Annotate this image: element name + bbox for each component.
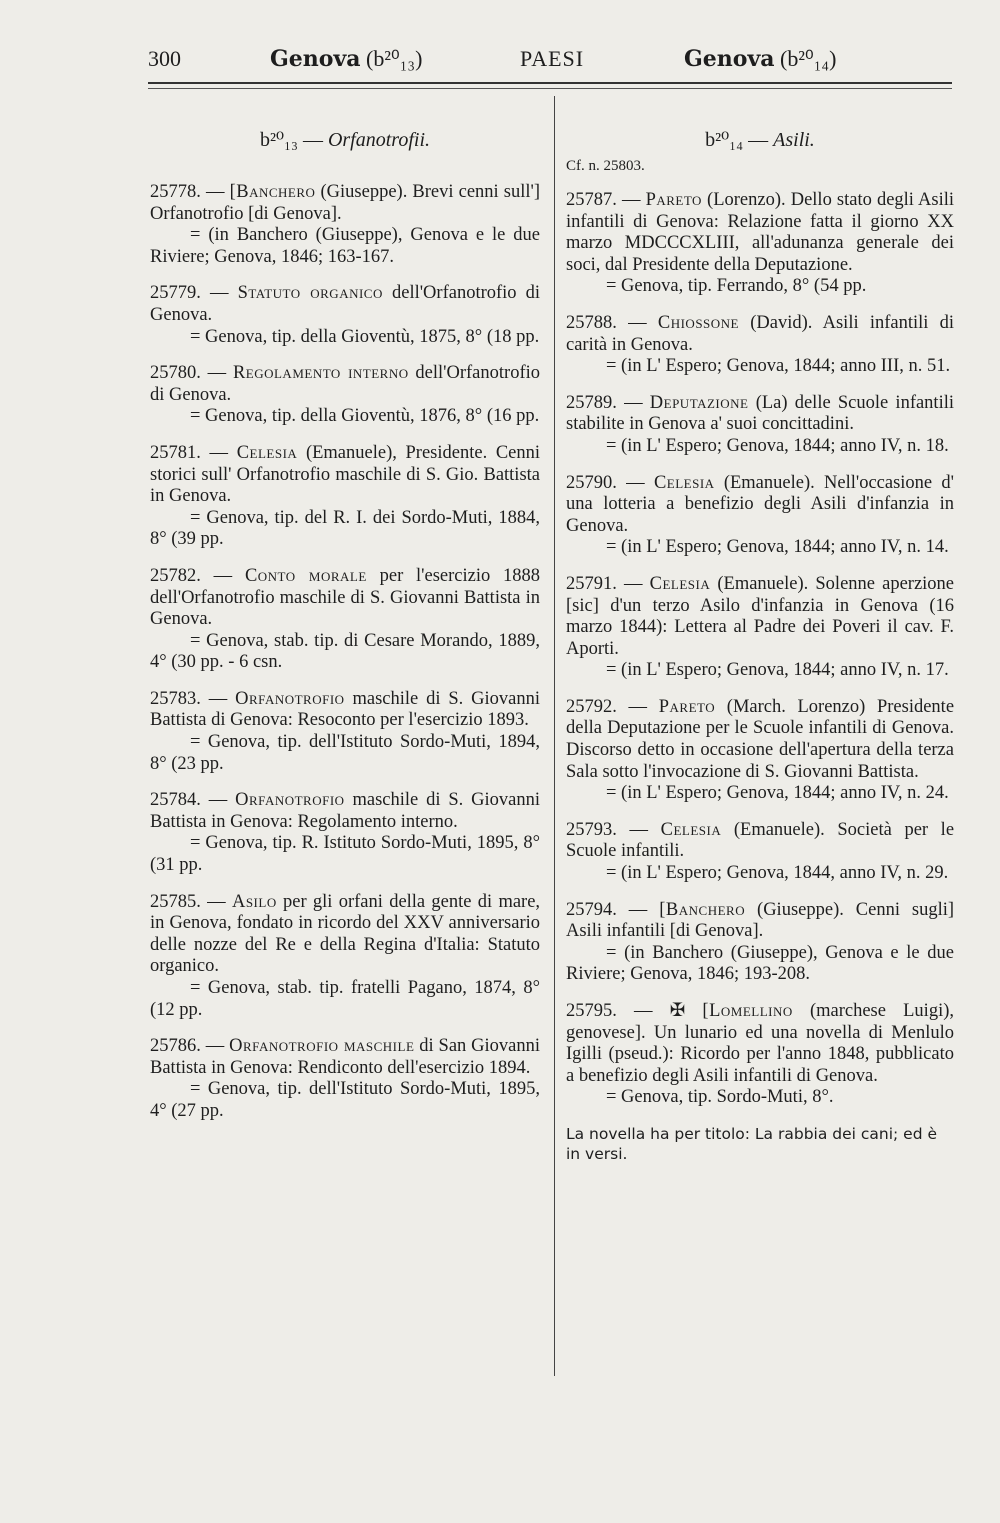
entry-publication: = Genova, tip. della Gioventù, 1875, 8° (18 pp. bbox=[190, 326, 540, 347]
right-running-sig: (b²⁰₁₄) bbox=[780, 46, 837, 71]
entry-number: 25794. — bbox=[566, 899, 648, 920]
entry-publication: = (in Banchero (Giuseppe), Genova e le due Riviere; Genova, 1846; 163-167. bbox=[150, 225, 540, 267]
bibliography-entry bbox=[566, 313, 954, 378]
entry-publication: = (in L' Espero; Genova, 1844; anno IV, n. 14. bbox=[606, 537, 949, 558]
entry-number: 25787. — bbox=[566, 190, 641, 210]
entry-author: Orfanotrofio bbox=[235, 790, 345, 811]
entry-author: [Banchero bbox=[659, 899, 746, 920]
bibliography-entry bbox=[566, 900, 954, 986]
entry-publication: = Genova, stab. tip. di Cesare Morando, 1889, 4° (30 pp. - 6 csn. bbox=[150, 630, 540, 673]
entry-title: (David). Asili infantili di carità in Genova. bbox=[566, 312, 955, 355]
entry-title: (Giuseppe). Cenni sugli] Asili infantili [di Genova]. bbox=[566, 899, 955, 942]
entry-publication: = Genova, tip. Ferrando, 8° (54 pp. bbox=[606, 276, 867, 297]
right-running-title-text: Genova bbox=[684, 46, 775, 72]
cross-reference: Cf. n. 25803. bbox=[566, 158, 645, 174]
entry-number: 25779. — bbox=[150, 283, 229, 304]
entry-title: (Emanuele). Società per le Scuole infantili. bbox=[566, 819, 955, 862]
entry-description bbox=[150, 790, 540, 833]
bibliography-entry bbox=[150, 182, 540, 268]
entry-title: dell'Orfanotrofio di Genova. bbox=[150, 363, 540, 405]
entry-publication: = (in L' Espero; Genova, 1844; anno IV, n. 18. bbox=[606, 435, 949, 456]
left-running-sig: (b²⁰₁₃) bbox=[366, 46, 423, 71]
entry-author: Celesia bbox=[236, 442, 298, 463]
right-running-title bbox=[684, 44, 836, 74]
entry-description bbox=[566, 473, 954, 538]
entry-number: 25791. — bbox=[566, 573, 643, 594]
entry-title: di San Giovanni Battista in Genova: Rendiconto dell'esercizio 1894. bbox=[150, 1036, 541, 1078]
bibliography-entry bbox=[566, 1001, 954, 1109]
entry-publication: = Genova, tip. R. Istituto Sordo-Muti, 1895, 8° (31 pp. bbox=[150, 833, 540, 876]
entry-description bbox=[566, 574, 954, 660]
entry-author: Pareto bbox=[645, 190, 702, 210]
entry-number: 25783. — bbox=[150, 688, 228, 709]
entry-publication: = (in Banchero (Giuseppe), Genova e le due Riviere; Genova, 1846; 193-208. bbox=[566, 942, 954, 985]
entry-author: [Lomellino bbox=[702, 1001, 793, 1021]
entry-description bbox=[566, 393, 954, 436]
entry-description bbox=[150, 566, 540, 631]
entry-description bbox=[150, 363, 540, 406]
entry-publication: = Genova, tip. Sordo-Muti, 8°. bbox=[606, 1087, 834, 1108]
section-sig: b²⁰₁₃ — bbox=[259, 129, 323, 151]
entry-description bbox=[150, 443, 540, 508]
entry-number: 25792. — bbox=[566, 696, 648, 717]
bibliography-entry bbox=[150, 1036, 540, 1122]
header-rule-thick bbox=[148, 82, 952, 84]
bibliography-entry bbox=[150, 689, 540, 775]
entry-author: Celesia bbox=[653, 472, 715, 493]
left-running-title-text: Genova bbox=[270, 46, 361, 72]
entry-publication: = Genova, tip. dell'Istituto Sordo-Muti, 1894, 8° (23 pp. bbox=[150, 732, 540, 774]
entry-title: dell'Orfanotrofio di Genova. bbox=[150, 283, 541, 325]
entry-author: Orfanotrofio bbox=[235, 688, 345, 709]
entry-publication: = (in L' Espero; Genova, 1844; anno III, n. 51. bbox=[606, 356, 951, 377]
bibliography-entry bbox=[150, 283, 540, 348]
left-entries-list bbox=[150, 182, 540, 1123]
entry-title: per gli orfani della gente di mare, in Genova, fondato in ricordo del XXV anniversario delle nozze del Re e della Regina d'Italia: Statuto organico. bbox=[150, 891, 541, 977]
entry-description bbox=[566, 697, 954, 783]
section-sig: b²⁰₁₄ — bbox=[705, 129, 769, 151]
bibliography-entry bbox=[150, 892, 540, 1022]
section-heading-orfanotrofii bbox=[150, 128, 540, 152]
entry-description bbox=[566, 313, 954, 356]
entry-publication: = (in L' Espero; Genova, 1844; anno IV, n. 24. bbox=[606, 783, 949, 804]
bibliography-entry bbox=[566, 697, 954, 805]
bibliography-entry bbox=[566, 820, 954, 885]
entry-author: Chiossone bbox=[657, 312, 739, 333]
entry-description bbox=[150, 1036, 540, 1079]
bibliography-entry bbox=[150, 566, 540, 674]
right-entries-list bbox=[566, 190, 954, 1109]
right-column bbox=[566, 128, 954, 1164]
entry-description bbox=[150, 892, 540, 978]
bibliography-entry bbox=[566, 393, 954, 458]
entry-title: maschile di S. Giovanni Battista di Genova: Resoconto per l'esercizio 1893. bbox=[150, 688, 541, 731]
entry-description bbox=[150, 182, 540, 225]
entry-author: Statuto organico bbox=[237, 283, 383, 304]
entry-number: 25782. — bbox=[150, 565, 233, 586]
entry-number: 25780. — bbox=[150, 363, 227, 384]
column-divider bbox=[554, 96, 555, 1376]
page-number: 300 bbox=[148, 46, 181, 71]
entry-author: Pareto bbox=[658, 696, 716, 717]
entry-description bbox=[566, 1001, 954, 1087]
entry-number: 25781. — bbox=[150, 442, 229, 463]
entry-author: Celesia bbox=[660, 819, 722, 840]
bibliography-entry bbox=[566, 190, 954, 298]
entry-number: 25795. — ✠ bbox=[566, 1001, 686, 1021]
entry-author: Conto morale bbox=[244, 565, 367, 586]
entry-publication: = Genova, tip. del R. I. dei Sordo-Muti, 1884, 8° (39 pp. bbox=[150, 507, 540, 550]
entry-title: (Emanuele), Presidente. Cenni storici sull' Orfanotrofio maschile di S. Gio. Battista in Genova. bbox=[150, 442, 541, 507]
entry-author: Orfanotrofio maschile bbox=[229, 1036, 415, 1057]
entry-number: 25788. — bbox=[566, 312, 647, 333]
entry-description bbox=[566, 900, 954, 943]
entry-description bbox=[150, 283, 540, 326]
section-heading-asili bbox=[566, 128, 954, 152]
entry-number: 25778. — bbox=[150, 182, 225, 202]
left-running-title bbox=[270, 44, 422, 74]
entry-publication: = Genova, tip. della Gioventù, 1876, 8° (16 pp. bbox=[190, 406, 540, 427]
entry-number: 25784. — bbox=[150, 790, 228, 811]
section-title: Asili. bbox=[773, 129, 815, 151]
entry-number: 25793. — bbox=[566, 819, 648, 840]
left-column bbox=[150, 128, 540, 1138]
entry-title: (La) delle Scuole infantili stabilite in Genova a' suoi concittadini. bbox=[566, 392, 954, 435]
bibliography-entry bbox=[566, 574, 954, 682]
footnote: La novella ha per titolo: La rabbia dei cani; ed è in versi. bbox=[566, 1124, 938, 1163]
entry-title: (marchese Luigi), genovese]. Un lunario ed una novella di Menlulo Igilli (pseud.): Ricordo per l'anno 1848, pubblicato a benefizio degli Asili infantili di Genova. bbox=[566, 1001, 955, 1086]
entry-description bbox=[566, 190, 954, 276]
entry-publication: = (in L' Espero; Genova, 1844, anno IV, n. 29. bbox=[606, 863, 949, 884]
entry-title: (Emanuele). Solenne aperzione [sic] d'un terzo Asilo d'infanzia in Genova (16 marzo 1844): Lettera al Padre dei Poveri il cav. F. Aporti. bbox=[566, 573, 955, 659]
entry-publication: = Genova, tip. dell'Istituto Sordo-Muti, 1895, 4° (27 pp. bbox=[150, 1079, 540, 1121]
entry-description bbox=[150, 689, 540, 732]
entry-number: 25785. — bbox=[150, 891, 226, 912]
entry-author: [Banchero bbox=[229, 182, 316, 202]
bibliography-entry bbox=[150, 443, 540, 551]
center-running-title: PAESI bbox=[520, 46, 585, 71]
entry-title: (Emanuele). Nell'occasione d' una lotteria a benefizio degli Asili d'infanzia in Genova. bbox=[566, 472, 954, 536]
bibliography-entry bbox=[150, 363, 540, 428]
bibliography-entry bbox=[150, 790, 540, 876]
entry-publication: = (in L' Espero; Genova, 1844; anno IV, n. 17. bbox=[606, 660, 949, 681]
bibliography-entry bbox=[566, 473, 954, 559]
entry-title: maschile di S. Giovanni Battista in Genova: Regolamento interno. bbox=[150, 790, 541, 832]
entry-title: (March. Lorenzo) Presidente della Deputazione per le Scuole infantili di Genova. Discorso detto in occasione dell'apertura della terza Sala sotto l'invocazione di S. Giovanni Battista. bbox=[566, 696, 955, 782]
entry-number: 25790. — bbox=[566, 472, 645, 493]
entry-number: 25786. — bbox=[150, 1036, 225, 1057]
entry-author: Asilo bbox=[231, 891, 277, 912]
entry-author: Deputazione bbox=[649, 392, 749, 413]
entry-author: Regolamento interno bbox=[232, 363, 409, 384]
section-title: Orfanotrofii. bbox=[327, 129, 431, 151]
entry-description bbox=[566, 820, 954, 863]
entry-title: per l'esercizio 1888 dell'Orfanotrofio maschile di S. Giovanni Battista in Genova. bbox=[150, 565, 540, 630]
entry-title: (Giuseppe). Brevi cenni sull'] Orfanotrofio [di Genova]. bbox=[150, 182, 540, 224]
entry-publication: = Genova, stab. tip. fratelli Pagano, 1874, 8° (12 pp. bbox=[150, 978, 540, 1020]
entry-number: 25789. — bbox=[566, 392, 643, 413]
entry-title: (Lorenzo). Dello stato degli Asili infantili di Genova: Relazione fatta il giorno XX marzo MDCCCXLIII, all'adunanza generale dei soci, dal Presidente della Deputazione. bbox=[566, 190, 954, 275]
running-head bbox=[148, 44, 952, 84]
entry-author: Celesia bbox=[649, 573, 711, 594]
header-rule-thin bbox=[148, 88, 952, 89]
